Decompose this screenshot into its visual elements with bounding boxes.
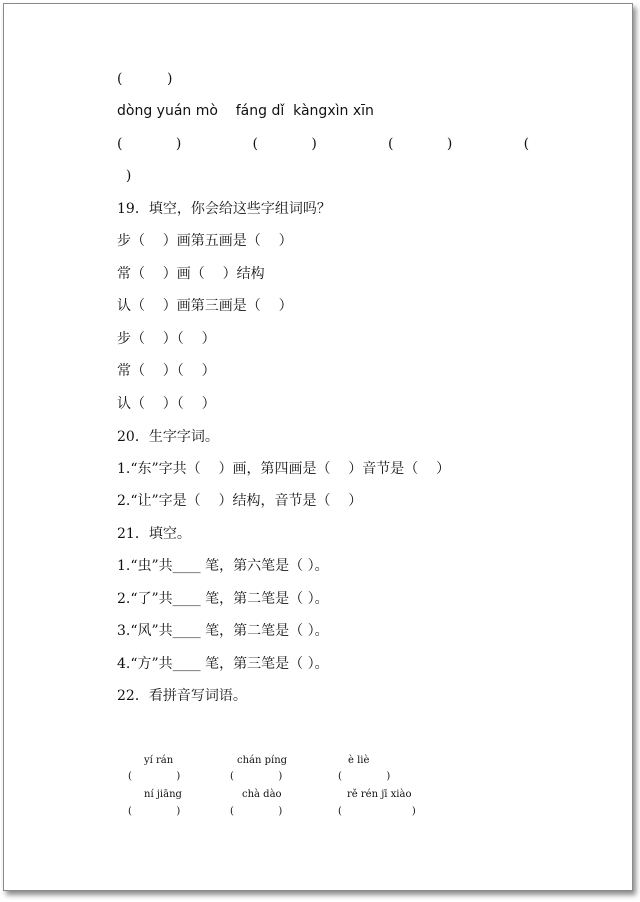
question-20-title: 20．生字字词。 (117, 429, 219, 445)
answer-bracket: ( ) (128, 771, 181, 782)
q20-line-1: 1.“东”字共（ ）画，第四画是（ ）音节是（ ） (117, 461, 451, 477)
question-21-title: 21．填空。 (117, 526, 191, 542)
answer-bracket: ( ) (338, 771, 391, 782)
pinyin-word: chán píng (237, 755, 288, 766)
question-19-title: 19．填空，你会给这些字组词吗？ (117, 201, 331, 217)
pinyin-prompt: dòng yuán mò fáng dǐ kàngxìn xīn (117, 103, 374, 119)
pinyin-word: yí rán (144, 755, 174, 766)
q19-line-5: 常（ ）（ ） (117, 363, 216, 379)
question-22-title: 22．看拼音写词语。 (117, 688, 247, 704)
answer-bracket: ( ) (128, 806, 181, 817)
q19-line-3: 认（ ）画第三画是（ ） (117, 298, 293, 314)
q21-line-4: 4.“方”共____ 笔，第三笔是（ ）。 (117, 656, 329, 672)
pinyin-word: è liè (348, 755, 370, 766)
q20-line-2: 2.“让”字是（ ）结构，音节是（ ） (117, 493, 363, 509)
document-page (3, 3, 633, 891)
answer-bracket: ( ) (338, 806, 416, 817)
pinyin-word: chà dào (242, 789, 282, 800)
q19-line-6: 认（ ）（ ） (117, 396, 216, 412)
q19-line-1: 步（ ）画第五画是（ ） (117, 233, 293, 249)
q21-line-1: 1.“虫”共____ 笔，第六笔是（ ）。 (117, 558, 329, 574)
answer-bracket: ( ) (117, 71, 173, 87)
q21-line-3: 3.“风”共____ 笔，第二笔是（ ）。 (117, 623, 329, 639)
answer-bracket-wrap: ) (117, 168, 132, 184)
q21-line-2: 2.“了”共____ 笔，第二笔是（ ）。 (117, 591, 329, 607)
answer-bracket: ( ) (230, 771, 283, 782)
answer-bracket: ( ) (230, 806, 283, 817)
pinyin-word: ní jiāng (144, 789, 182, 800)
q19-line-2: 常（ ）画（ ）结构 (117, 266, 265, 282)
q19-line-4: 步（ ）（ ） (117, 331, 216, 347)
pinyin-word: rě rén jī xiào (347, 789, 412, 800)
answer-brackets-row: ( ) ( ) ( ) ( (117, 136, 530, 152)
